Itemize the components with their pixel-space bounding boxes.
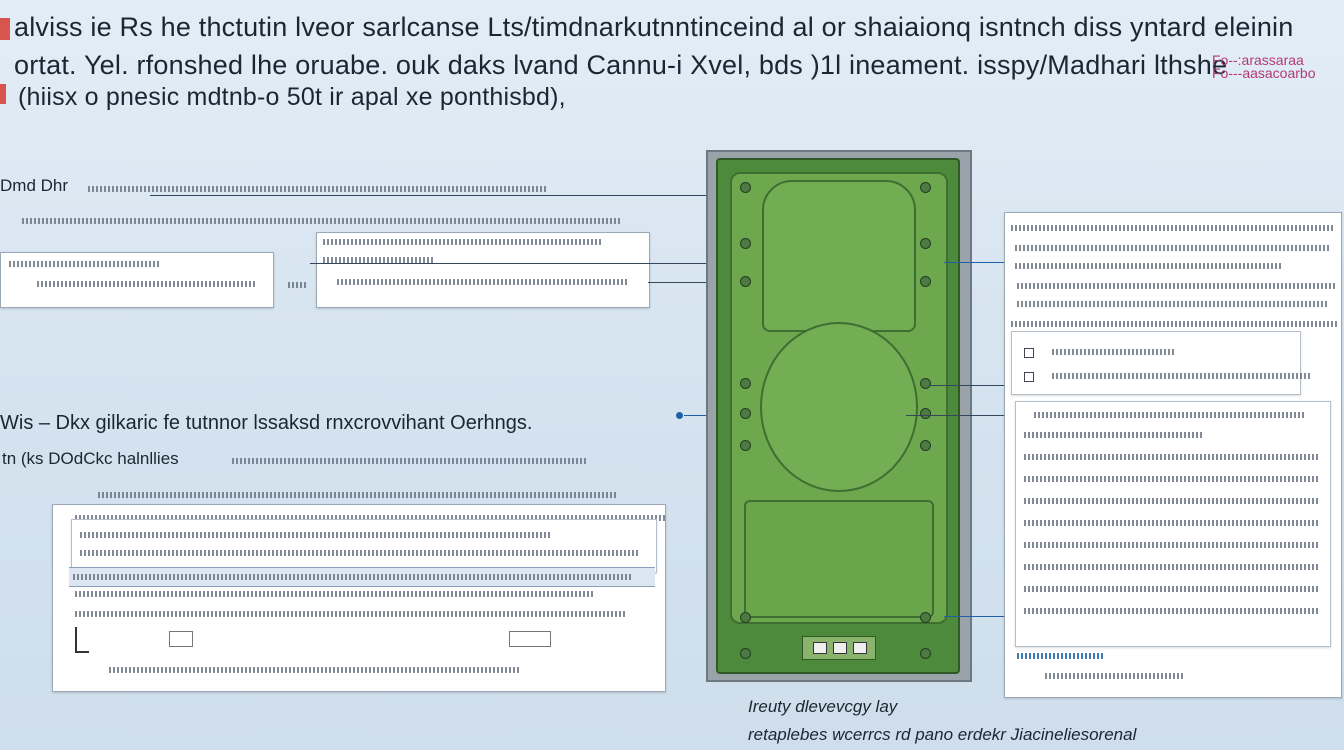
header-marker bbox=[0, 18, 10, 40]
text-bar bbox=[22, 218, 622, 224]
screw-icon bbox=[740, 408, 751, 419]
leader-line-e bbox=[944, 262, 1006, 263]
caption-line-2: retaplebes wcerrcs rd pano erdekr Jiacineliesorenal bbox=[748, 725, 1137, 744]
screw-icon bbox=[920, 648, 931, 659]
label-b: Wis – Dkx gilkaric fe tutnnor lssaksd rnxcrovvihant Oerhngs. bbox=[0, 412, 533, 434]
header-line-1: alviss ie Rs he thctutin lveor sarlcanse Lts/timdnarkutnntinceind al or shaiaionq isntnch diss yntard eleinin bbox=[14, 12, 1294, 42]
callout-box-3 bbox=[52, 504, 666, 692]
screw-icon bbox=[740, 276, 751, 287]
leader-line-f bbox=[930, 385, 1006, 386]
screw-icon bbox=[740, 182, 751, 193]
header-line-3: (hiisx o pnesic mdtnb-o 50t ir apal xe ponthisbd), bbox=[18, 83, 566, 111]
connector-icon bbox=[813, 642, 827, 654]
leader-line-d bbox=[684, 415, 708, 416]
label-c-bar bbox=[232, 458, 588, 464]
detail-panel bbox=[1004, 212, 1342, 698]
leader-line-b bbox=[310, 263, 708, 264]
checkbox-icon bbox=[1024, 372, 1034, 382]
callout-box-1 bbox=[0, 252, 274, 308]
highlight-row bbox=[69, 567, 655, 587]
screw-icon bbox=[740, 440, 751, 451]
screw-icon bbox=[920, 378, 931, 389]
connector-icon bbox=[853, 642, 867, 654]
leader-line-c bbox=[648, 282, 708, 283]
screw-icon bbox=[920, 238, 931, 249]
header-line-2: ortat. Yel. rfonshed lhe oruabe. ouk daks lvand Cannu-i Xvel, bds )1l ineament. isspy/Madhari lthshe bbox=[14, 50, 1228, 80]
screw-icon bbox=[920, 408, 931, 419]
corner-tag bbox=[1212, 54, 1316, 80]
screw-icon bbox=[920, 440, 931, 451]
marker-dot bbox=[676, 412, 683, 419]
text-bar bbox=[288, 282, 308, 288]
screw-icon bbox=[920, 276, 931, 287]
checkbox-icon bbox=[1024, 348, 1034, 358]
label-a: Dmd Dhr bbox=[0, 176, 69, 195]
screw-icon bbox=[740, 648, 751, 659]
text-bar bbox=[98, 492, 618, 498]
lower-pad bbox=[744, 500, 934, 618]
connector-strip bbox=[802, 636, 876, 660]
upper-pad bbox=[762, 180, 916, 332]
round-pad bbox=[760, 322, 918, 492]
label-a-bar bbox=[88, 186, 548, 192]
connector-icon bbox=[833, 642, 847, 654]
callout-box-2 bbox=[316, 232, 650, 308]
corner-tag-line-2: Fo---aasacoarbo bbox=[1212, 65, 1316, 81]
screw-icon bbox=[740, 612, 751, 623]
screw-icon bbox=[740, 238, 751, 249]
screw-icon bbox=[740, 378, 751, 389]
screw-icon bbox=[920, 182, 931, 193]
leader-line-a bbox=[150, 195, 708, 196]
screw-icon bbox=[920, 612, 931, 623]
caption-line-1: Ireuty dlevevcgy lay bbox=[748, 697, 898, 716]
label-c: tn (ks DOdCkc halnllies bbox=[2, 449, 179, 468]
corner-tag-line-1: Fo--:arassaraa bbox=[1212, 52, 1304, 68]
header-marker-secondary bbox=[0, 84, 6, 104]
